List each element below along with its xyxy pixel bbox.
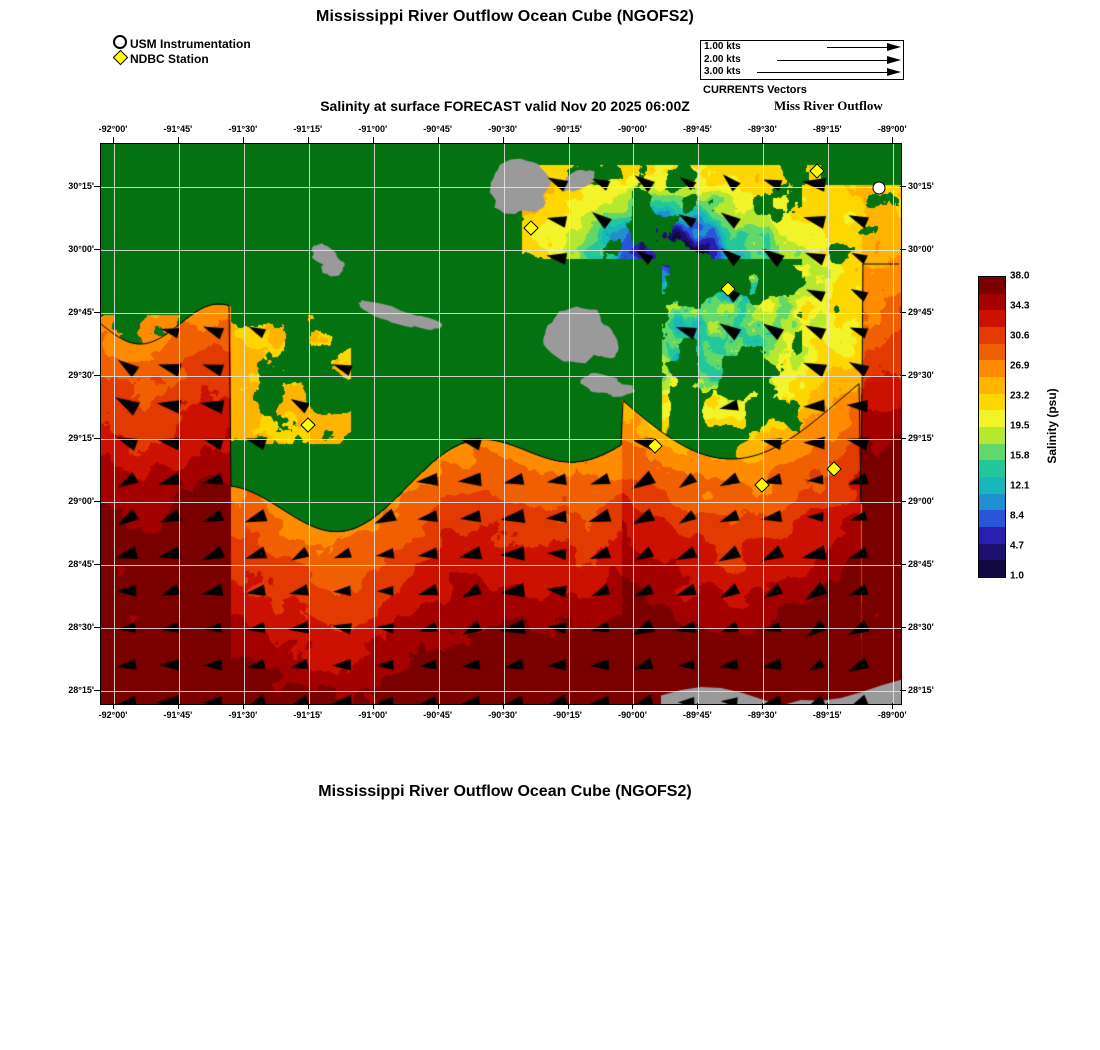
lat-tickmark xyxy=(94,564,100,565)
lon-tick-label: -91°00' xyxy=(358,124,388,134)
lat-tickmark xyxy=(900,312,906,313)
colorbar-segment xyxy=(979,377,1005,394)
lon-tick-label: -90°00' xyxy=(618,124,647,134)
colorbar-gradient xyxy=(978,276,1006,578)
lat-tick-label: 28°30' xyxy=(908,622,934,633)
colorbar-segment xyxy=(979,560,1005,577)
page-title: Mississippi River Outflow Ocean Cube (NGOFS2) xyxy=(316,8,694,25)
lon-tickmark xyxy=(503,137,504,143)
colorbar-title: Salinity (psu) xyxy=(1045,388,1059,464)
graticule-meridian xyxy=(504,144,505,704)
vector-key-label: 1.00 kts xyxy=(704,41,741,52)
lat-tickmark xyxy=(900,186,906,187)
lon-tick-label: -91°30' xyxy=(228,124,258,134)
colorbar-segment xyxy=(979,394,1005,411)
graticule-meridian xyxy=(374,144,375,704)
legend-label-ndbc: NDBC Station xyxy=(130,51,209,66)
colorbar-segment xyxy=(979,410,1005,427)
lat-tickmark xyxy=(900,249,906,250)
lon-tickmark xyxy=(308,703,309,709)
lat-tick-label: 29°30' xyxy=(68,370,94,381)
lon-tick-label: -89°30' xyxy=(747,124,777,134)
currents-vector-key xyxy=(700,40,904,80)
graticule-meridian xyxy=(114,144,115,704)
colorbar-tick-label: 38.0 xyxy=(1010,270,1030,282)
lat-tickmark xyxy=(94,186,100,187)
lon-tick-label: -90°45' xyxy=(423,710,453,720)
lat-tick-label: 29°00' xyxy=(68,496,94,507)
lon-tick-label: -89°45' xyxy=(683,710,712,720)
lon-tick-label: -92°00' xyxy=(98,710,128,720)
colorbar-segment xyxy=(979,477,1005,494)
graticule-meridian xyxy=(828,144,829,704)
vector-shaft xyxy=(777,60,887,61)
lat-tickmark xyxy=(94,312,100,313)
lat-tickmark xyxy=(900,564,906,565)
lat-tickmark xyxy=(900,501,906,502)
colorbar-segment xyxy=(979,494,1005,511)
graticule-meridian xyxy=(893,144,894,704)
lon-tickmark xyxy=(438,137,439,143)
lon-tick-label: -89°15' xyxy=(812,124,842,134)
graticule-parallel xyxy=(101,250,901,251)
lon-tick-label: -90°30' xyxy=(488,710,517,720)
lon-tickmark xyxy=(632,703,633,709)
graticule-meridian xyxy=(763,144,764,704)
lon-tickmark xyxy=(113,137,114,143)
colorbar-segment xyxy=(979,527,1005,544)
colorbar-tick-label: 15.8 xyxy=(1010,450,1030,462)
yellow-diamond-icon xyxy=(110,52,130,66)
graticule-parallel xyxy=(101,313,901,314)
graticule-meridian xyxy=(179,144,180,704)
lat-tick-label: 30°00' xyxy=(68,243,94,254)
lon-tickmark xyxy=(503,703,504,709)
lon-tickmark xyxy=(308,137,309,143)
lat-tickmark xyxy=(900,375,906,376)
lon-tickmark xyxy=(697,703,698,709)
colorbar-tick-label: 30.6 xyxy=(1010,330,1030,342)
lon-tickmark xyxy=(243,137,244,143)
lat-tickmark xyxy=(900,627,906,628)
lat-tick-label: 28°30' xyxy=(68,622,94,633)
lon-tickmark xyxy=(827,137,828,143)
lon-tick-label: -91°45' xyxy=(163,124,193,134)
colorbar xyxy=(978,270,1088,588)
graticule-parallel xyxy=(101,565,901,566)
lat-tickmark xyxy=(94,438,100,439)
lat-tick-label: 29°45' xyxy=(908,307,934,317)
colorbar-tick-label: 8.4 xyxy=(1010,510,1024,522)
lon-tick-label: -89°00' xyxy=(877,124,907,134)
lat-tick-label: 29°30' xyxy=(908,370,934,381)
lon-tick-label: -91°00' xyxy=(358,710,388,720)
usm-instrumentation-marker[interactable] xyxy=(873,182,886,195)
vector-shaft xyxy=(757,72,887,73)
vector-key-row xyxy=(701,66,903,79)
lon-tick-label: -91°45' xyxy=(163,710,193,720)
graticule-parallel xyxy=(101,439,901,440)
colorbar-segment xyxy=(979,277,1005,294)
legend-item-ndbc xyxy=(110,51,251,66)
lon-tick-label: -92°00' xyxy=(98,124,128,134)
colorbar-tick-label: 34.3 xyxy=(1010,300,1030,312)
vector-arrow-icon xyxy=(887,56,901,64)
lon-tickmark xyxy=(373,137,374,143)
page-title-bottom: Mississippi River Outflow Ocean Cube (NGOFS2) xyxy=(318,783,692,800)
lon-tickmark xyxy=(762,703,763,709)
lon-tickmark xyxy=(178,703,179,709)
lon-tick-label: -90°30' xyxy=(488,124,517,134)
lon-tickmark xyxy=(373,703,374,709)
symbol-legend xyxy=(110,36,251,66)
colorbar-segment xyxy=(979,360,1005,377)
colorbar-segment xyxy=(979,427,1005,444)
graticule-parallel xyxy=(101,376,901,377)
lat-tick-label: 28°15' xyxy=(68,685,94,696)
lon-tickmark xyxy=(568,703,569,709)
lon-tick-label: -89°15' xyxy=(812,710,842,720)
vector-key-row xyxy=(701,41,903,54)
vector-key-row xyxy=(701,54,903,67)
lon-tickmark xyxy=(243,703,244,709)
graticule-parallel xyxy=(101,187,901,188)
lat-tickmark xyxy=(94,375,100,376)
lon-tick-label: -89°30' xyxy=(747,710,777,720)
colorbar-tick-label: 4.7 xyxy=(1010,540,1024,552)
vector-arrow-icon xyxy=(887,43,901,51)
colorbar-segment xyxy=(979,444,1005,461)
lon-tick-label: -90°15' xyxy=(553,710,582,720)
graticule-meridian xyxy=(439,144,440,704)
colorbar-segment xyxy=(979,344,1005,361)
colorbar-tick-label: 26.9 xyxy=(1010,360,1030,372)
legend-label-usm: USM Instrumentation xyxy=(130,36,251,51)
graticule-meridian xyxy=(633,144,634,704)
lat-tickmark xyxy=(94,690,100,691)
lon-tickmark xyxy=(892,137,893,143)
lat-tickmark xyxy=(900,438,906,439)
colorbar-segment xyxy=(979,327,1005,344)
lon-tickmark xyxy=(697,137,698,143)
lat-tick-label: 29°15' xyxy=(68,433,94,444)
lat-tick-label: 28°45' xyxy=(68,559,94,570)
vector-key-caption: CURRENTS Vectors xyxy=(703,84,807,96)
lon-tick-label: -89°45' xyxy=(683,124,712,134)
colorbar-segment xyxy=(979,294,1005,311)
lat-tick-label: 30°15' xyxy=(68,180,94,191)
lat-tickmark xyxy=(94,627,100,628)
lon-tickmark xyxy=(178,137,179,143)
legend-item-usm xyxy=(110,36,251,51)
vector-key-label: 2.00 kts xyxy=(704,53,741,65)
lat-tick-label: 29°00' xyxy=(908,496,934,507)
lon-tickmark xyxy=(568,137,569,143)
colorbar-segment xyxy=(979,510,1005,527)
colorbar-segment xyxy=(979,544,1005,561)
lat-tick-label: 29°45' xyxy=(68,307,94,317)
lon-tick-label: -91°30' xyxy=(228,710,258,720)
lat-tick-label: 28°15' xyxy=(908,685,934,696)
graticule-parallel xyxy=(101,502,901,503)
vector-key-label: 3.00 kts xyxy=(704,66,741,78)
map-subtitle: Salinity at surface FORECAST valid Nov 20 2025 06:00Z xyxy=(320,98,690,114)
lon-tickmark xyxy=(827,703,828,709)
map-plot-area[interactable] xyxy=(100,143,902,705)
lon-tickmark xyxy=(762,137,763,143)
vector-shaft xyxy=(827,47,887,48)
lon-tickmark xyxy=(632,137,633,143)
lat-tick-label: 30°00' xyxy=(908,243,934,254)
lon-tick-label: -90°45' xyxy=(423,124,453,134)
vector-arrow-icon xyxy=(887,68,901,76)
lat-tick-label: 30°15' xyxy=(908,180,934,191)
lat-tick-label: 28°45' xyxy=(908,559,934,570)
colorbar-segment xyxy=(979,460,1005,477)
colorbar-segment xyxy=(979,310,1005,327)
graticule-meridian xyxy=(569,144,570,704)
outflow-label: Miss River Outflow xyxy=(774,98,883,113)
lon-tickmark xyxy=(892,703,893,709)
colorbar-tick-label: 19.5 xyxy=(1010,420,1030,432)
lon-tickmark xyxy=(438,703,439,709)
colorbar-tick-label: 12.1 xyxy=(1010,480,1030,492)
lon-tick-label: -89°00' xyxy=(877,710,907,720)
lon-tickmark xyxy=(113,703,114,709)
lon-tick-label: -91°15' xyxy=(293,710,323,720)
lat-tickmark xyxy=(94,501,100,502)
colorbar-tick-label: 23.2 xyxy=(1010,390,1030,402)
lon-tick-label: -90°00' xyxy=(618,710,647,720)
lat-tickmark xyxy=(94,249,100,250)
lat-tickmark xyxy=(900,690,906,691)
graticule-meridian xyxy=(698,144,699,704)
salinity-raster xyxy=(101,144,901,704)
lat-tick-label: 29°15' xyxy=(908,433,934,444)
graticule-parallel xyxy=(101,628,901,629)
graticule-parallel xyxy=(101,691,901,692)
lon-tick-label: -91°15' xyxy=(293,124,323,134)
lon-tick-label: -90°15' xyxy=(553,124,582,134)
colorbar-tick-label: 1.0 xyxy=(1010,570,1024,582)
graticule-meridian xyxy=(244,144,245,704)
